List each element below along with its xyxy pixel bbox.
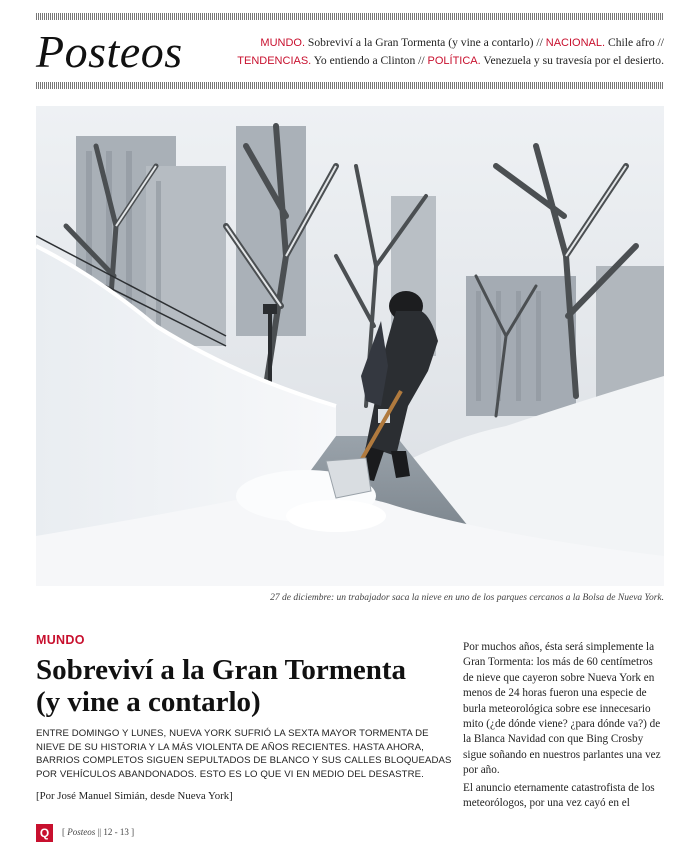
- article-body: [463, 640, 664, 813]
- magazine-logo-badge: Q: [36, 824, 53, 842]
- article-deck: ENTRE DOMINGO Y LUNES, NUEVA YORK SUFRIÓ LA SEXTA MAYOR TORMENTA DE NIEVE DE SU HISTORIA Y LA MÁS VIOLENTA DE AÑOS RECIENTES. HASTA AHORA, BARRIOS COMPLETOS SIGUEN SEPULTADOS DE BLANCO Y SUS CALLES BLOQUEADAS POR VEHÍCULOS ABANDONADOS. ESTO ES LO QUE VI EN MEDIO DEL DESASTRE.: [36, 728, 452, 780]
- page-folio: [ Posteos || 12 - 13 ]: [62, 827, 135, 837]
- page-numbers: 12 - 13: [103, 827, 129, 837]
- lead-photo: [36, 106, 664, 586]
- ticker-item-mundo[interactable]: MUNDO. Sobreviví a la Gran Tormenta (y vine a contarlo) //: [260, 36, 546, 49]
- article-section-label: MUNDO: [36, 633, 85, 647]
- snow-shoveling-photo-icon: [36, 106, 664, 586]
- headline-line-1: Sobreviví a la Gran Tormenta: [36, 654, 407, 686]
- section-ticker: [234, 34, 664, 70]
- body-paragraph: El anuncio eternamente catastrofista de los meteorólogos, por una vez cayó en el: [463, 781, 655, 810]
- masthead-top-rule: [36, 13, 664, 20]
- masthead-bottom-rule: [36, 82, 664, 89]
- ticker-item-politica[interactable]: POLÍTICA. Venezuela y su travesía por el desierto.: [427, 54, 664, 67]
- masthead-title: Posteos: [36, 26, 183, 77]
- headline-line-2: (y vine a contarlo): [36, 686, 261, 718]
- photo-caption: 27 de diciembre: un trabajador saca la nieve en uno de los parques cercanos a la Bolsa de Nueva York.: [270, 593, 664, 603]
- article-byline: [Por José Manuel Simián, desde Nueva York]: [36, 790, 233, 802]
- ticker-item-tendencias[interactable]: TENDENCIAS. Yo entiendo a Clinton //: [237, 54, 428, 67]
- body-paragraph: Por muchos años, ésta será simplemente la Gran Tormenta: los más de 60 centímetros de nieve que cayeron sobre Nueva York en menos de 24 horas fueron una especie de burla meteorológica sobre ese innecesario mito (¿de dónde viene? ¿para dónde va?) de la Blanca Navidad con que Bing Crosby sigue soñando en nuestros parlantes una vez por año.: [463, 641, 661, 777]
- article-headline: [36, 654, 456, 718]
- ticker-item-nacional[interactable]: NACIONAL. Chile afro //: [545, 36, 664, 49]
